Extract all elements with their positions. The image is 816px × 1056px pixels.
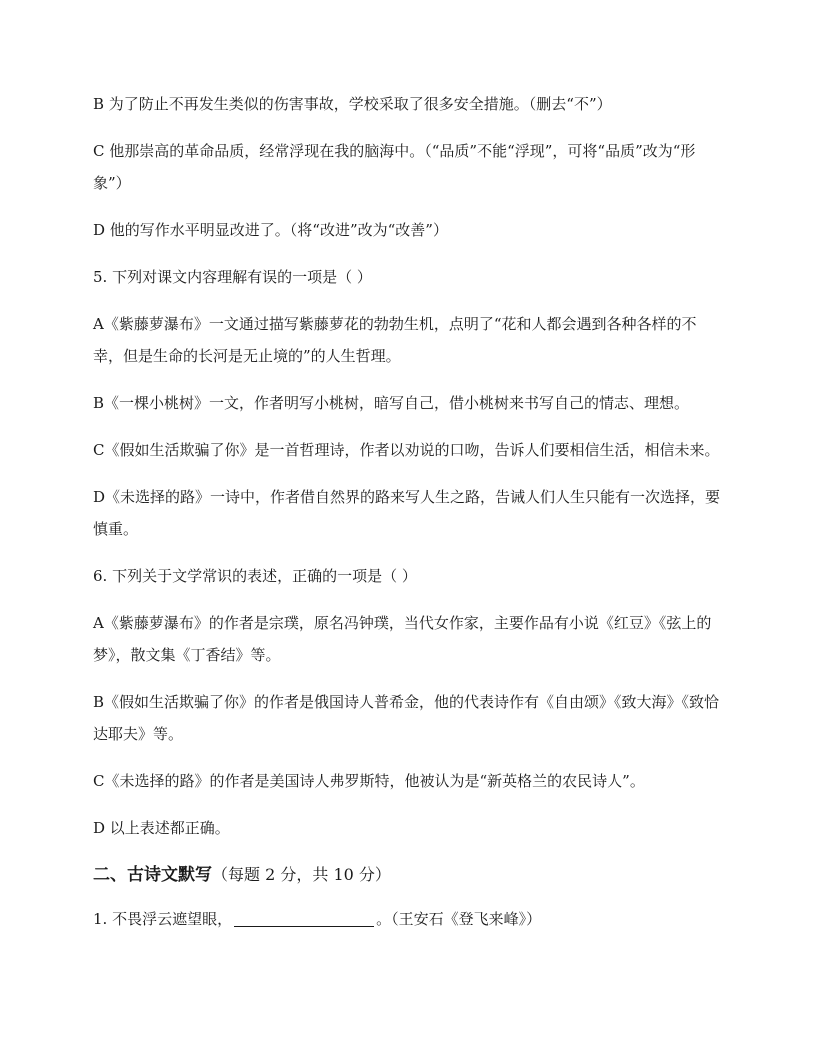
q5-option-d: D《未选择的路》一诗中，作者借自然界的路来写人生之路，告诫人们人生只能有一次选择，要慎重。 — [93, 488, 721, 538]
q4-option-d: D 他的写作水平明显改进了。（将“改进”改为“改善”） — [93, 221, 448, 239]
poem-question-1 — [93, 903, 725, 935]
poem-question-1-suffix: 。（王安石《登飞来峰》） — [376, 910, 542, 928]
q5-stem: 5. 下列对课文内容理解有误的一项是（ ） — [93, 268, 372, 286]
q6-option-a: A《紫藤萝瀑布》的作者是宗璞，原名冯钟璞，当代女作家，主要作品有小说《红豆》《弦上的梦》，散文集《丁香结》等。 — [93, 614, 712, 664]
q6-option-b: B《假如生活欺骗了你》的作者是俄国诗人普希金，他的代表诗作有《自由颂》《致大海》《致恰达耶夫》等。 — [93, 693, 720, 743]
section-title: 二、古诗文默写 — [93, 865, 212, 885]
poem-question-1-prefix: 1. 不畏浮云遮望眼， — [93, 910, 233, 928]
answer-blank[interactable] — [234, 908, 374, 927]
q6-stem: 6. 下列关于文学常识的表述，正确的一项是（ ） — [93, 567, 417, 585]
q5-option-c: C《假如生活欺骗了你》是一首哲理诗，作者以劝说的口吻，告诉人们要相信生活，相信未来。 — [93, 441, 720, 459]
q4-option-c: C 他那崇高的革命品质，经常浮现在我的脑海中。（“品质”不能“浮现”，可将“品质”改为“形象”） — [93, 142, 696, 192]
section-score-note: （每题 2 分，共 10 分） — [212, 865, 391, 884]
q5-option-b: B《一棵小桃树》一文，作者明写小桃树，暗写自己，借小桃树来书写自己的情志、理想。 — [93, 394, 690, 412]
q4-option-b: B 为了防止不再发生类似的伤害事故，学校采取了很多安全措施。（删去“不”） — [93, 95, 612, 113]
document-page — [93, 88, 725, 935]
section-heading — [93, 859, 725, 891]
q6-option-c: C《未选择的路》的作者是美国诗人弗罗斯特，他被认为是“新英格兰的农民诗人”。 — [93, 772, 645, 790]
q6-option-d: D 以上表述都正确。 — [93, 819, 230, 837]
q5-option-a: A《紫藤萝瀑布》一文通过描写紫藤萝花的勃勃生机，点明了“花和人都会遇到各种各样的不幸，但是生命的长河是无止境的”的人生哲理。 — [93, 315, 697, 365]
